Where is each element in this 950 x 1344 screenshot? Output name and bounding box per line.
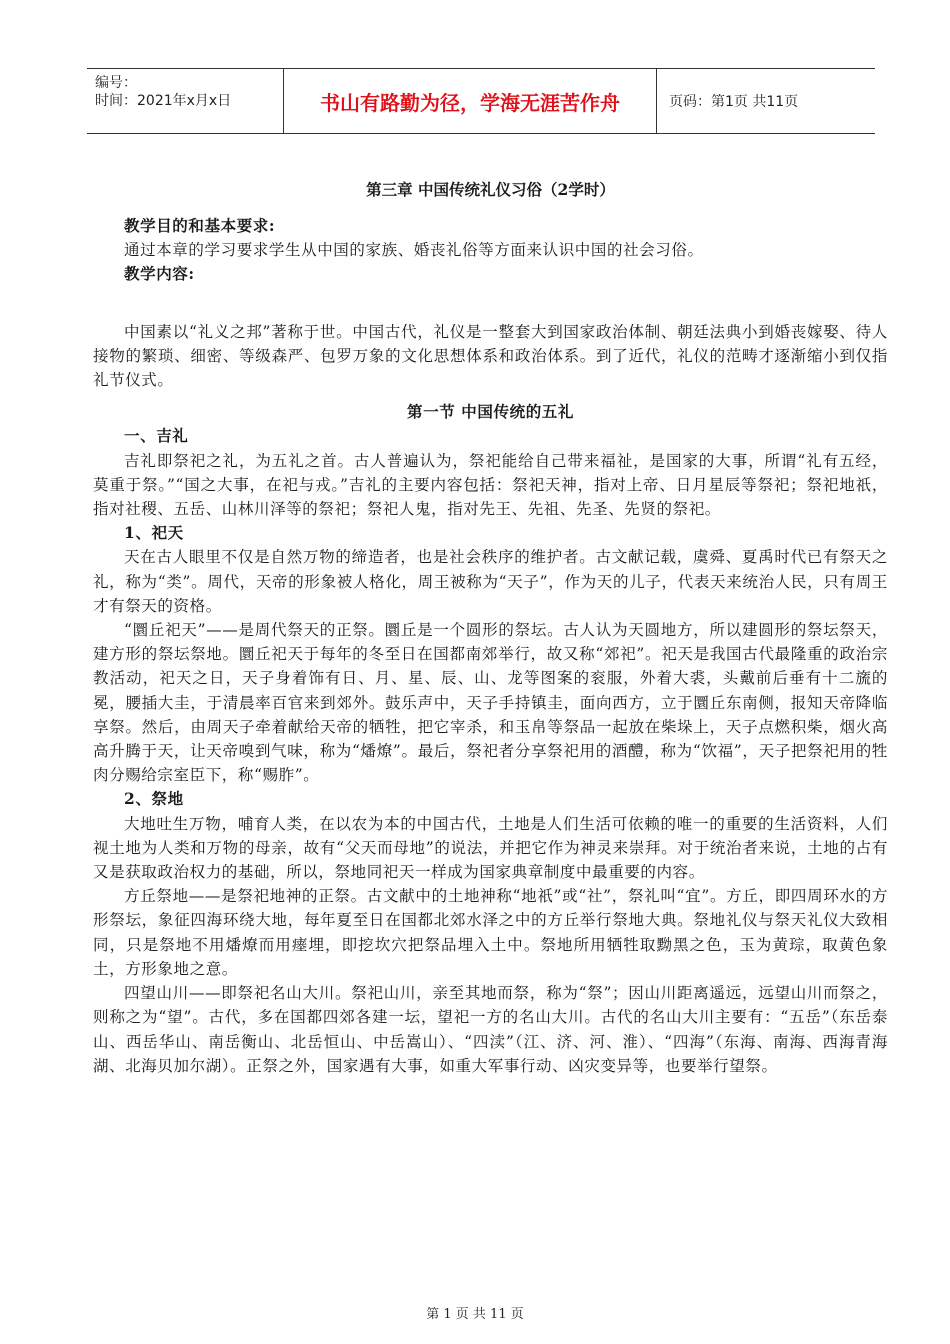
item-heading-sitian: 1、祀天	[124, 523, 184, 543]
jidi-paragraph-1: 大地吐生万物，哺育人类，在以农为本的中国古代，土地是人们生活可依赖的唯一的重要的生活资料，人们视土地为人类和万物的母亲，故有“父天而母地”的说法，并把它作为神灵来崇拜。对于统治者来说，土地的占有又是获取政治权力的基础，所以，祭地同祀天一样成为国家典章制度中最重要的内容。	[93, 814, 888, 882]
header-meta	[87, 69, 284, 133]
header-page-info: 页码：第1页 共11页	[669, 94, 799, 110]
jidi-paragraph-3: 四望山川——即祭祀名山大川。祭祀山川，亲至其地而祭，称为“祭”；因山川距离遥远，远望山川而祭之，则称之为“望”。古代，多在国都四郊各建一坛，望祀一方的名山大川。古代的名山大川主要有：“五岳”（东岳泰山、西岳华山、南岳衡山、北岳恒山、中岳嵩山）、“四渎”（江、济、河、淮）、“四海”（东海、南海、西海青海湖、北海贝加尔湖）。正祭之外，国家遇有大事，如重大军事行动、凶灾变异等，也要举行望祭。	[93, 984, 888, 1075]
item-heading-jidi: 2、祭地	[124, 789, 184, 809]
section-title: 第一节 中国传统的五礼	[407, 402, 574, 422]
spacer	[93, 287, 888, 320]
chapter-title: 第三章 中国传统礼仪习俗（2学时）	[366, 180, 615, 199]
intro-paragraph: 中国素以“礼义之邦”著称于世。中国古代，礼仪是一整套大到国家政治体制、朝廷法典小到婚丧嫁娶、待人接物的繁琐、细密、等级森严、包罗万象的文化思想体系和政治体系。到了近代，礼仪的范畴才逐渐缩小到仅指礼节仪式。	[93, 322, 888, 390]
document-number-label: 编号：	[95, 75, 137, 91]
page-header	[87, 68, 875, 134]
content-heading: 教学内容:	[124, 264, 195, 284]
objective-text: 通过本章的学习要求学生从中国的家族、婚丧礼俗等方面来认识中国的社会习俗。	[124, 241, 704, 260]
sitian-paragraph-1: 天在古人眼里不仅是自然万物的缔造者，也是社会秩序的维护者。古文献记载，虞舜、夏禹时代已有祭天之礼，称为“类”。周代，天帝的形象被人格化，周王被称为“天子”，作为天的儿子，代表天来统治人民，只有周王才有祭天的资格。	[93, 548, 888, 615]
page-footer: 第 1 页 共 11 页	[426, 1307, 524, 1322]
sitian-paragraph-2: “圜丘祀天”——是周代祭天的正祭。圜丘是一个圆形的祭坛。古人认为天圆地方，所以建圆形的祭坛祭天，建方形的祭坛祭地。圜丘祀天于每年的冬至日在国都南郊举行，故又称“郊祀”。祀天是我国古代最隆重的政治宗教活动，祀天之日，天子身着饰有日、月、星、辰、山、龙等图案的衮服，外着大裘，头戴前后垂有十二旒的冕，腰插大圭，于清晨率百官来到郊外。鼓乐声中，天子手持镇圭，面向西方，立于圜丘东南侧，报知天帝降临享祭。然后，由周天子牵着献给天帝的牺牲，把它宰杀，和玉帛等祭品一起放在柴垛上，天子点燃积柴，烟火高高升腾于天，让天帝嗅到气味，称为“燔燎”。最后，祭祀者分享祭祀用的酒醴，称为“饮福”，天子把祭祀用的牲肉分赐给宗室臣下，称“赐胙”。	[93, 621, 888, 785]
jidi-paragraph-2: 方丘祭地——是祭祀地神的正祭。古文献中的土地神称“地祇”或“社”，祭礼叫“宜”。方丘，即四周环水的方形祭坛，象征四海环绕大地，每年夏至日在国都北郊水泽之中的方丘举行祭地大典。祭地礼仪与祭天礼仪大致相同，只是祭地不用燔燎而用瘗埋，即挖坎穴把祭品埋入土中。祭地所用牺牲取黝黑之色，玉为黄琮，取黄色象土，方形象地之意。	[93, 887, 888, 978]
jili-paragraph: 吉礼即祭祀之礼，为五礼之首。古人普遍认为，祭祀能给自己带来福祉，是国家的大事，所谓“礼有五经，莫重于祭。”“国之大事，在祀与戎。”吉礼的主要内容包括：祭祀天神，指对上帝、日月星辰等祭祀；祭祀地祇，指对社稷、五岳、山林川泽等的祭祀；祭祀人鬼，指对先王、先祖、先圣、先贤的祭祀。	[93, 451, 888, 519]
objective-heading: 教学目的和基本要求:	[124, 216, 276, 235]
header-motto: 书山有路勤为径，学海无涯苦作舟	[284, 69, 657, 133]
document-date: 时间：2021年x月x日	[95, 93, 232, 109]
subsection-heading-jili: 一、吉礼	[124, 426, 189, 446]
document-body	[93, 178, 888, 1078]
